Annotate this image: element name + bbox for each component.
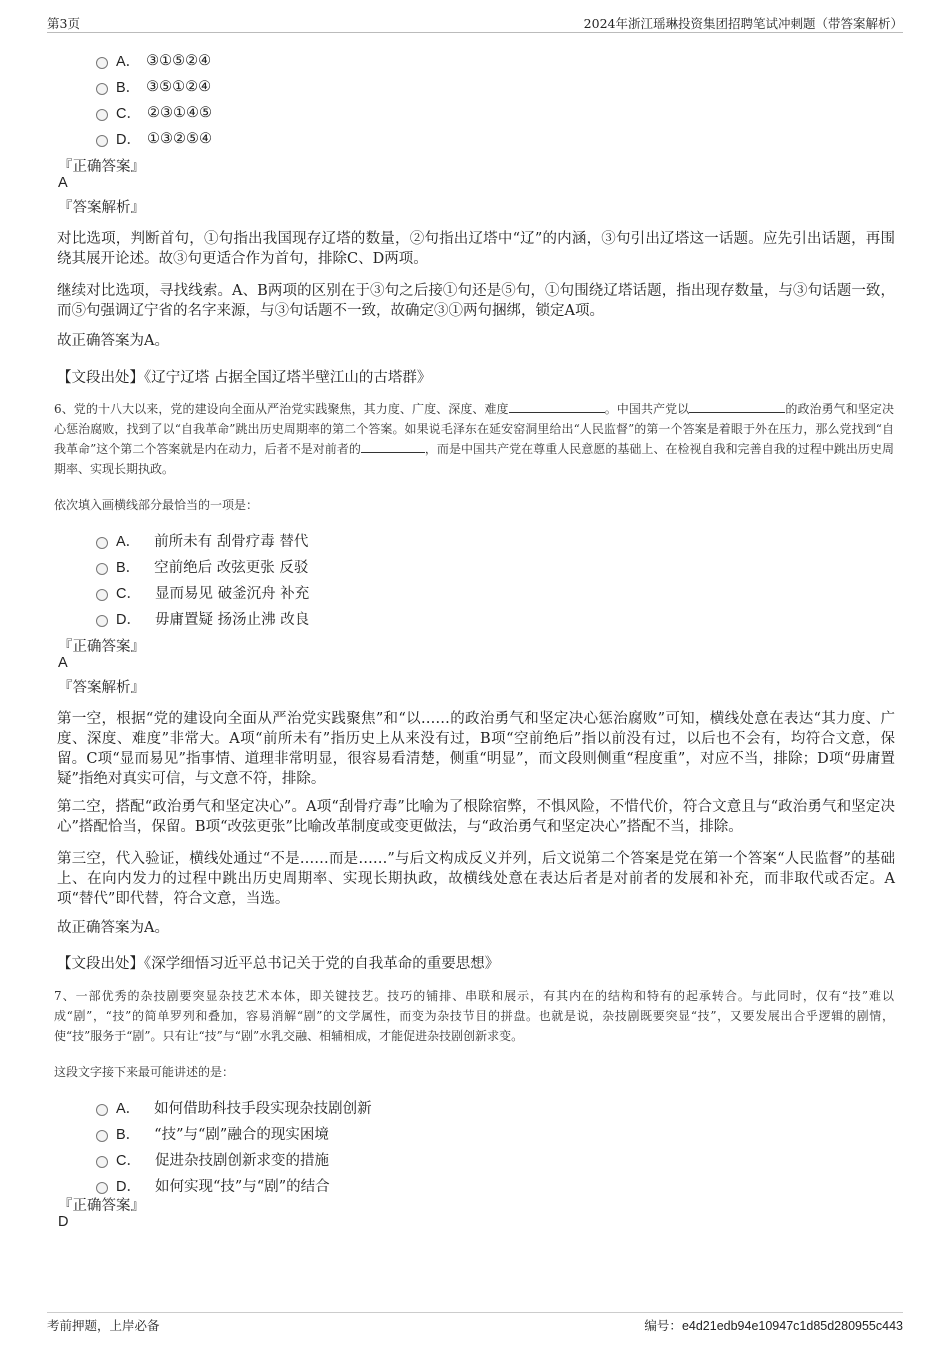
answer-label: 『正确答案』 [58, 639, 145, 655]
analysis-paragraph: 对比选项，判断首句，①句指出我国现存辽塔的数量，②句指出辽塔中“辽”的内涵，③句引出辽塔这一话题。应先引出话题，再围绕其展开论述。故③句更适合作为首句，排除C、D两项。 [57, 231, 895, 267]
page-footer [47, 1312, 903, 1335]
radio-icon[interactable] [96, 563, 108, 575]
option-d[interactable]: D． 毋庸置疑 扬汤止沸 改良 [96, 608, 309, 629]
document-code: 编号：e4d21edb94e10947c1d85d280955c443 [644, 1318, 903, 1333]
option-a[interactable]: A． 前所未有 刮骨疗毒 替代 [96, 530, 308, 551]
answer-value: A [58, 175, 68, 191]
analysis-paragraph: 继续对比选项，寻找线索。A、B两项的区别在于③句之后接①句还是⑤句，①句围绕辽塔话题，指出现存数量，与③句话题一致，而⑤句强调辽宁省的名字来源，与③句话题不一致，故确定③①两句捆绑，锁定A项。 [57, 283, 895, 319]
radio-icon[interactable] [96, 1104, 108, 1116]
analysis-paragraph: 第二空，搭配“政治勇气和坚定决心”。A项“刮骨疗毒”比喻为了根除宿弊，不惧风险，不惜代价，符合文意且与“政治勇气和坚定决心”搭配恰当，保留。B项“改弦更张”比喻改革制度或变更做法，与“政治勇气和坚定决心”搭配不当，排除。 [57, 799, 895, 835]
option-text: 显而易见 破釜沉舟 补充 [154, 586, 310, 602]
page-number: 第3页 [47, 16, 80, 31]
option-text: ③⑤①②④ [146, 78, 212, 95]
option-d[interactable]: D． 如何实现“技”与“剧”的结合 [96, 1175, 330, 1196]
question-prompt: 这段文字接下来最可能讲述的是： [54, 1065, 235, 1079]
analysis-label: 『答案解析』 [58, 200, 145, 216]
option-text: 前所未有 刮骨疗毒 替代 [154, 534, 309, 550]
question-6-text: 6、党的十八大以来，党的建设向全面从严治党实践聚焦，其力度、广度、深度、难度 。中国共产党以 的政治勇气和坚定决心惩治腐败，找到了以“自我革命”跳出历史周期率的第二个答案。如果说毛泽东在延安窑洞里给出“人民监督”的第一个答案是着眼于外在压力，那么党找到“自我革命”这个第二个答案就是内在动力，后者不是对前者的 ，而是中国共产党在尊重人民意愿的基础上、在检视自我和完善自我的过程中跳出历史周期率、实现长期执政。 [54, 402, 894, 476]
radio-icon[interactable] [96, 1130, 108, 1142]
option-text: 空前绝后 改弦更张 反驳 [154, 560, 309, 576]
option-text: “技”与“剧”融合的现实困境 [154, 1127, 329, 1143]
fill-blank [361, 440, 425, 453]
answer-value: D [58, 1214, 69, 1230]
option-c[interactable]: C． ②③①④⑤ [96, 102, 212, 123]
option-a[interactable]: A． ③①⑤②④ [96, 50, 211, 71]
radio-icon[interactable] [96, 537, 108, 549]
radio-icon[interactable] [96, 1156, 108, 1168]
option-text: ③①⑤②④ [146, 52, 212, 69]
document-title: 2024年浙江瑶琳投资集团招聘笔试冲刺题（带答案解析） [583, 16, 903, 31]
option-text: 如何实现“技”与“剧”的结合 [154, 1179, 330, 1195]
analysis-paragraph: 第三空，代入验证，横线处通过“不是……而是……”与后文构成反义并列，后文说第二个答案是党在第一个答案“人民监督”的基础上、在向内发力的过程中跳出历史周期率、实现长期执政，故横线处意在表达后者是对前者的发展和补充，而非取代或否定。A项“替代”即代替，符合文意，当选。 [57, 851, 895, 907]
option-text: ①③②⑤④ [146, 130, 212, 147]
question-7-text: 7、一部优秀的杂技剧要突显杂技艺术本体，即关键技艺。技巧的铺排、串联和展示，有其内在的结构和特有的起承转合。与此同时，仅有“技”难以成“剧”，“技”的简单罗列和叠加，容易消解“剧”的文学属性，而变为杂技节目的拼盘。也就是说，杂技剧既要突显“技”，又要发展出合乎逻辑的剧情，使“技”服务于“剧”。只有让“技”与“剧”水乳交融、相辅相成，才能促进杂技剧创新求变。 [54, 989, 894, 1043]
fill-blank [509, 400, 605, 413]
option-b[interactable]: B． 空前绝后 改弦更张 反驳 [96, 556, 308, 577]
radio-icon[interactable] [96, 83, 108, 95]
option-c[interactable]: C． 显而易见 破釜沉舟 补充 [96, 582, 309, 603]
option-a[interactable]: A． 如何借助科技手段实现杂技剧创新 [96, 1097, 372, 1118]
radio-icon[interactable] [96, 135, 108, 147]
source-citation: 【文段出处】《辽宁辽塔 占据全国辽塔半壁江山的古塔群》 [57, 370, 432, 386]
radio-icon[interactable] [96, 57, 108, 69]
option-text: 如何借助科技手段实现杂技剧创新 [154, 1101, 372, 1117]
option-b[interactable]: B． “技”与“剧”融合的现实困境 [96, 1123, 329, 1144]
option-text: 促进杂技剧创新求变的措施 [154, 1153, 329, 1169]
footer-slogan: 考前押题，上岸必备 [47, 1318, 160, 1333]
radio-icon[interactable] [96, 615, 108, 627]
radio-icon[interactable] [96, 589, 108, 601]
radio-icon[interactable] [96, 1182, 108, 1194]
question-prompt: 依次填入画横线部分最恰当的一项是： [54, 498, 259, 512]
option-text: 毋庸置疑 扬汤止沸 改良 [154, 612, 310, 628]
analysis-paragraph: 故正确答案为A。 [57, 333, 169, 349]
source-citation: 【文段出处】《深学细悟习近平总书记关于党的自我革命的重要思想》 [57, 956, 500, 972]
radio-icon[interactable] [96, 109, 108, 121]
analysis-label: 『答案解析』 [58, 680, 145, 696]
answer-label: 『正确答案』 [58, 159, 145, 175]
option-text: ②③①④⑤ [146, 104, 212, 121]
option-c[interactable]: C． 促进杂技剧创新求变的措施 [96, 1149, 329, 1170]
fill-blank [689, 400, 785, 413]
answer-label: 『正确答案』 [58, 1198, 145, 1214]
option-d[interactable]: D． ①③②⑤④ [96, 128, 212, 149]
analysis-paragraph: 故正确答案为A。 [57, 920, 169, 936]
answer-value: A [58, 655, 68, 671]
analysis-paragraph: 第一空，根据“党的建设向全面从严治党实践聚焦”和“以……的政治勇气和坚定决心惩治腐败”可知，横线处意在表达“其力度、广度、深度、难度”非常大。A项“前所未有”指历史上从来没有过，B项“空前绝后”指以前没有过，以后也不会有，均符合文意，保留。C项“显而易见”指事情、道理非常明显，很容易看清楚，侧重“明显”，而文段则侧重“程度重”，对应不当，排除；D项“毋庸置疑”指绝对真实可信，与文意不符，排除。 [57, 711, 895, 787]
option-b[interactable]: B． ③⑤①②④ [96, 76, 211, 97]
page-header [47, 14, 903, 33]
